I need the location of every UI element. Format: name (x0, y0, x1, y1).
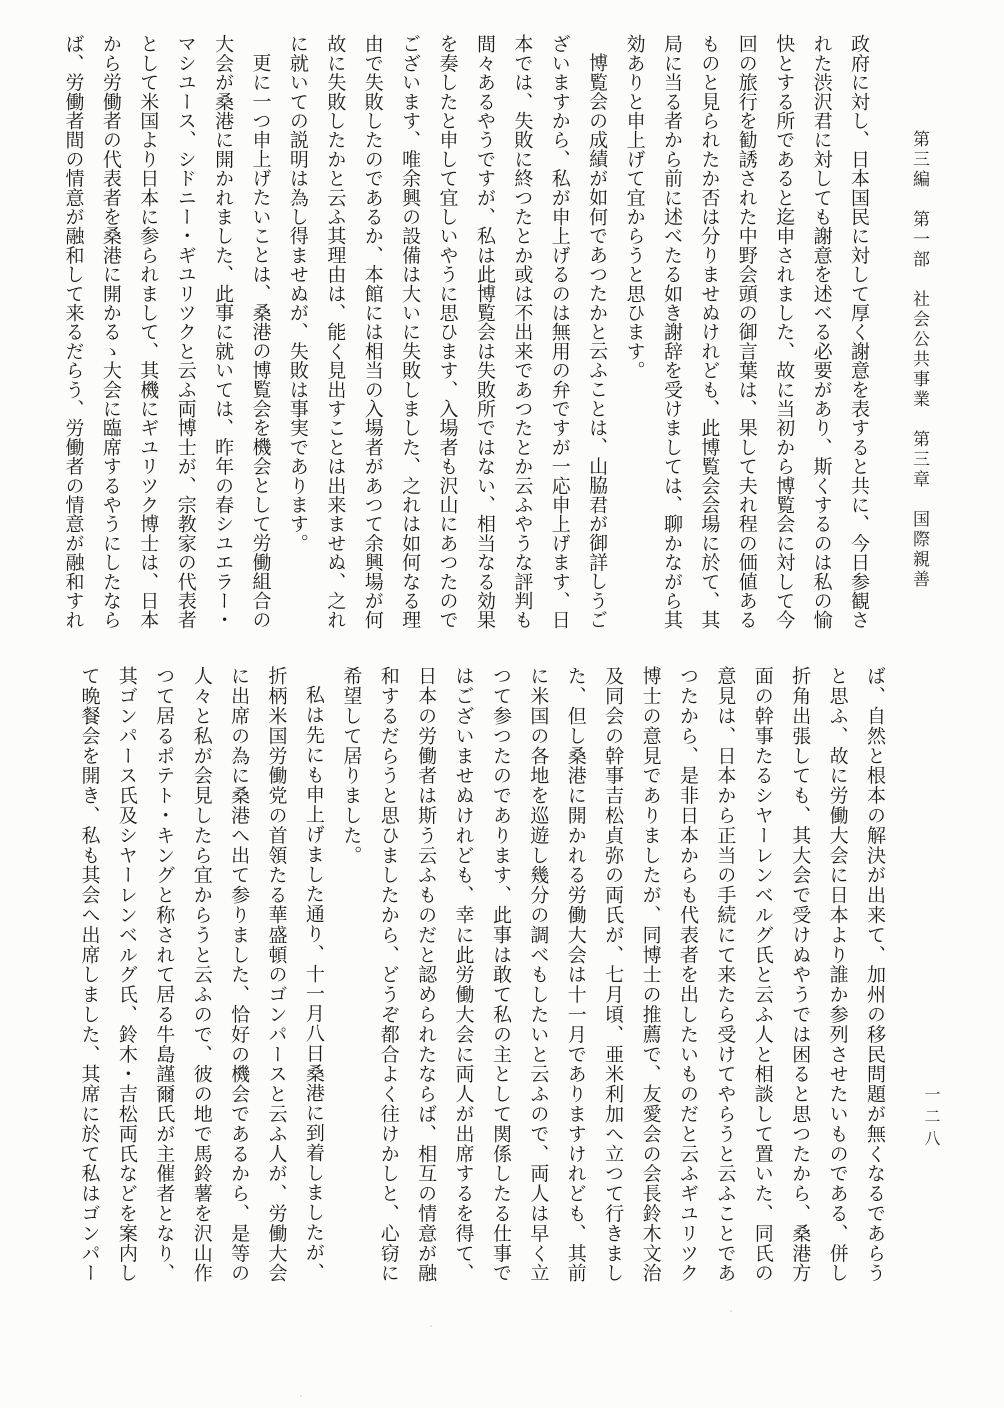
running-header: 第三編 第一部 社会公共事業 第三章 国際親善 (910, 130, 929, 590)
scan-speck (300, 1395, 302, 1397)
paragraph-continuation: 政府に対し、日本国民に対して厚く謝意を表すると共に、今日参観された渋沢君に対しても謝意を述べる必要があり、斯くするのは私の愉快とする所であると迄申されました、故に当初から博覧会に対して今回の旅行を勧誘された中野会頭の御言葉は、果して夫れ程の価値あるものと見られたか否は分りませぬけれども、此博覧会会場に於て、其局に当る者から前に述べたる如き謝辞を受けましては、聊かながら其効ありと申上げて宜からうと思ひます。 (623, 34, 869, 630)
scan-speck (430, 1325, 432, 1327)
scan-speck (730, 1310, 732, 1312)
page-number: 一二八 (922, 1086, 939, 1152)
paragraph-continuation: ば、自然と根本の解決が出来て、加州の移民問題が無くなるであらうと思ふ、故に労働大会に日本より誰か参列させたいものである、併し折角出張しても、其大会で受けぬやうでは困ると思つたから、桑港方面の幹事たるシヤーレンベルグ氏と云ふ人と相談して置いた、同氏の意見は、日本から正当の手続にて来たら受けてやらうと云ふことであつたから、是非日本からも代表者を出したいものだと云ふギユリツク博士の意見でありましたが、同博士の推薦で、友愛会の会長鈴木文治及同会の幹事吉松貞弥の両氏が、七月頃、亜米利加へ立つて行きました、但し桑港に開かれる労働大会は十一月でありますけれども、其前に米国の各地を巡遊し幾分の調べもしたいと云ふので、両人は早く立つて参つたのであります、此事は敢て私の主として関係したる仕事ではございませぬけれども、幸に此労働大会に両人が出席するを得て、日本の労働者は斯う云ふものだと認められたならば、相互の情意が融和するだらうと思ひましたから、どうぞ都合よく往けかしと、心窃に希望して居りました。 (340, 666, 885, 1283)
paragraph: 博覧会の成績が如何であつたかと云ふことは、山脇君が御詳しうございますから、私が申上げるのは無用の弁ですが一応申上げます、日本では、失敗に終つたとか或は不出来であつたとか云ふやうな評判も間々あるやうですが、私は此博覧会は失敗所ではない、相当なる効果を奏したと申して宜しいやうに思ひます、入場者も沢山にあつたのでございます、唯余興の設備は大いに失敗しました、之れは如何なる理由で失敗したのであるか、本館には相当の入場者があつて余興場が何故に失敗したかと云ふ其理由は、能く見出すことは出来ませぬ、之れに就いての説明は為し得ませぬが、失敗は事実であります。 (286, 34, 608, 630)
paragraph: 更に一つ申上げたいことは、桑港の博覧会を機会として労働組合の大会が桑港に開かれました、此事に就いては、昨年の春シユエラー・マシユース、シドニー・ギユリツクと云ふ両博士が、宗教家の代表者として米国より日本に参られまして、其機にギユリツク博士は、日本から労働者の代表者を桑港に開かるゝ大会に臨席するやうにしたならば、労働者間の情意が融和して来るだらう、労働者の情意が融和すれ (62, 34, 271, 630)
paragraph: 私は先にも申上げました通り、十一月八日桑港に到着しましたが、折柄米国労働党の首領たる華盛頓のゴンパースと云ふ人が、労働大会に出席の為に桑港へ出て参りました、恰好の機会であるから、是等の人々と私が会見したら宜からうと云ふので、彼の地で馬鈴薯を沢山作つて居るポテト・キングと称されて居る牛島謹爾氏が主催者となり、其ゴンパース氏及シヤーレンベルグ氏、鈴木・吉松両氏などを案内して晩餐会を開き、私も其会へ出席しました、其席に於て私はゴンパー (78, 666, 324, 1283)
text-block-top (54, 34, 877, 631)
text-block-bottom (70, 666, 893, 1284)
